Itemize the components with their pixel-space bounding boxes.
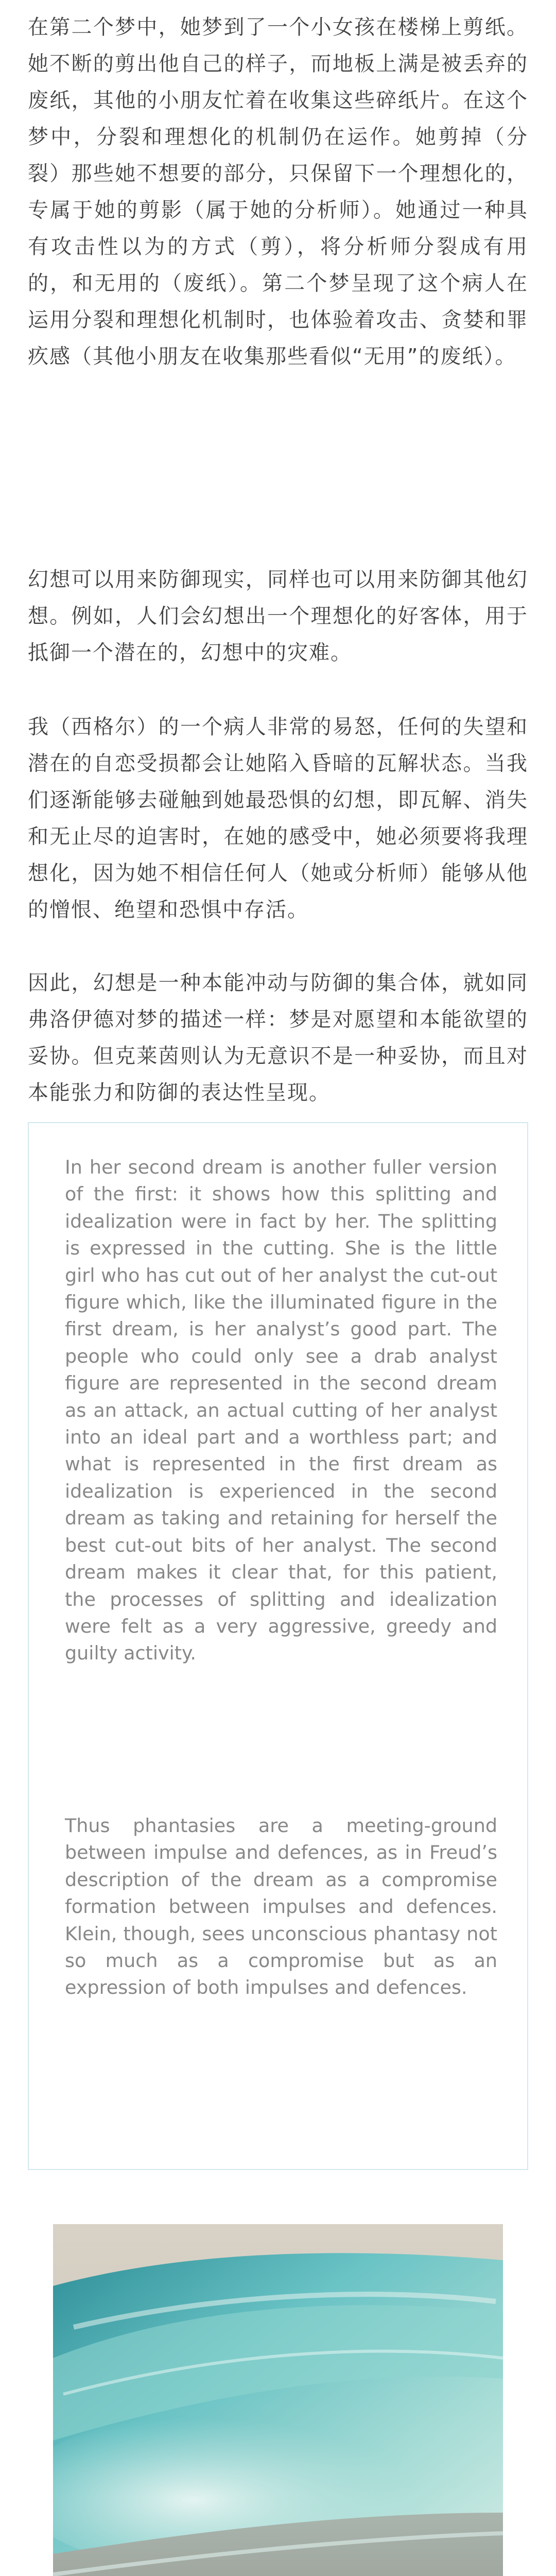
english-quote-box <box>28 1122 528 2170</box>
quote-paragraph-1: In her second dream is another fuller version of the first: it shows how this splitting and idealization were in fact by her. The splitting is expressed in the cutting. She is the little girl who has cut out of her analyst the cut-out figure which, like the illuminated figure in the first dream, is her analyst’s good part. The people who could only see a drab analyst figure are represented in the second dream as an attack, an actual cutting of her analyst into an ideal part and a worthless part; and what is represented in the first dream as idealization is experienced in the second dream as taking and retaining for herself the best cut-out bits of her analyst. The second dream makes it clear that, for this patient, the processes of splitting and idealization were felt as a very aggressive, greedy and guilty activity. <box>65 1156 497 1665</box>
paragraph-compromise: 因此，幻想是一种本能冲动与防御的集合体，就如同弗洛伊德对梦的描述一样：梦是对愿望和本能欲望的妥协。但克莱茵则认为无意识不是一种妥协，而且对本能张力和防御的表达性呈现。 <box>28 971 528 1105</box>
paragraph-dream-two: 在第二个梦中，她梦到了一个小女孩在楼梯上剪纸。她不断的剪出他自己的样子，而地板上满是被丢弃的废纸，其他的小朋友忙着在收集这些碎纸片。在这个梦中，分裂和理想化的机制仍在运作。她剪掉（分裂）那些她不想要的部分，只保留下一个理想化的，专属于她的剪影（属于她的分析师）。她通过一种具有攻击性以为的方式（剪），将分析师分裂成有用的，和无用的（废纸）。第二个梦呈现了这个病人在运用分裂和理想化机制时，也体验着攻击、贪婪和罪疚感（其他小朋友在收集那些看似“无用”的废纸）。 <box>28 15 528 368</box>
paragraph-segal-patient: 我（西格尔）的一个病人非常的易怒，任何的失望和潜在的自恋受损都会让她陷入昏暗的瓦解状态。当我们逐渐能够去碰触到她最恐惧的幻想，即瓦解、消失和无止尽的迫害时，在她的感受中，她必须要将我理想化，因为她不相信任何人（她或分析师）能够从他的憎恨、绝望和恐惧中存活。 <box>28 715 528 922</box>
wave-photo <box>53 2224 503 2576</box>
paragraph-phantasy-defence: 幻想可以用来防御现实，同样也可以用来防御其他幻想。例如，人们会幻想出一个理想化的好客体，用于抵御一个潜在的，幻想中的灾难。 <box>28 568 528 665</box>
quote-paragraph-2: Thus phantasies are a meeting-ground between impulse and defences, as in Freud’s description of the dream as a compromise formation between impulses and defences. Klein, though, sees unconscious phantasy not so much as a compromise but as an expression of both impulses and defences. <box>65 1815 497 1999</box>
